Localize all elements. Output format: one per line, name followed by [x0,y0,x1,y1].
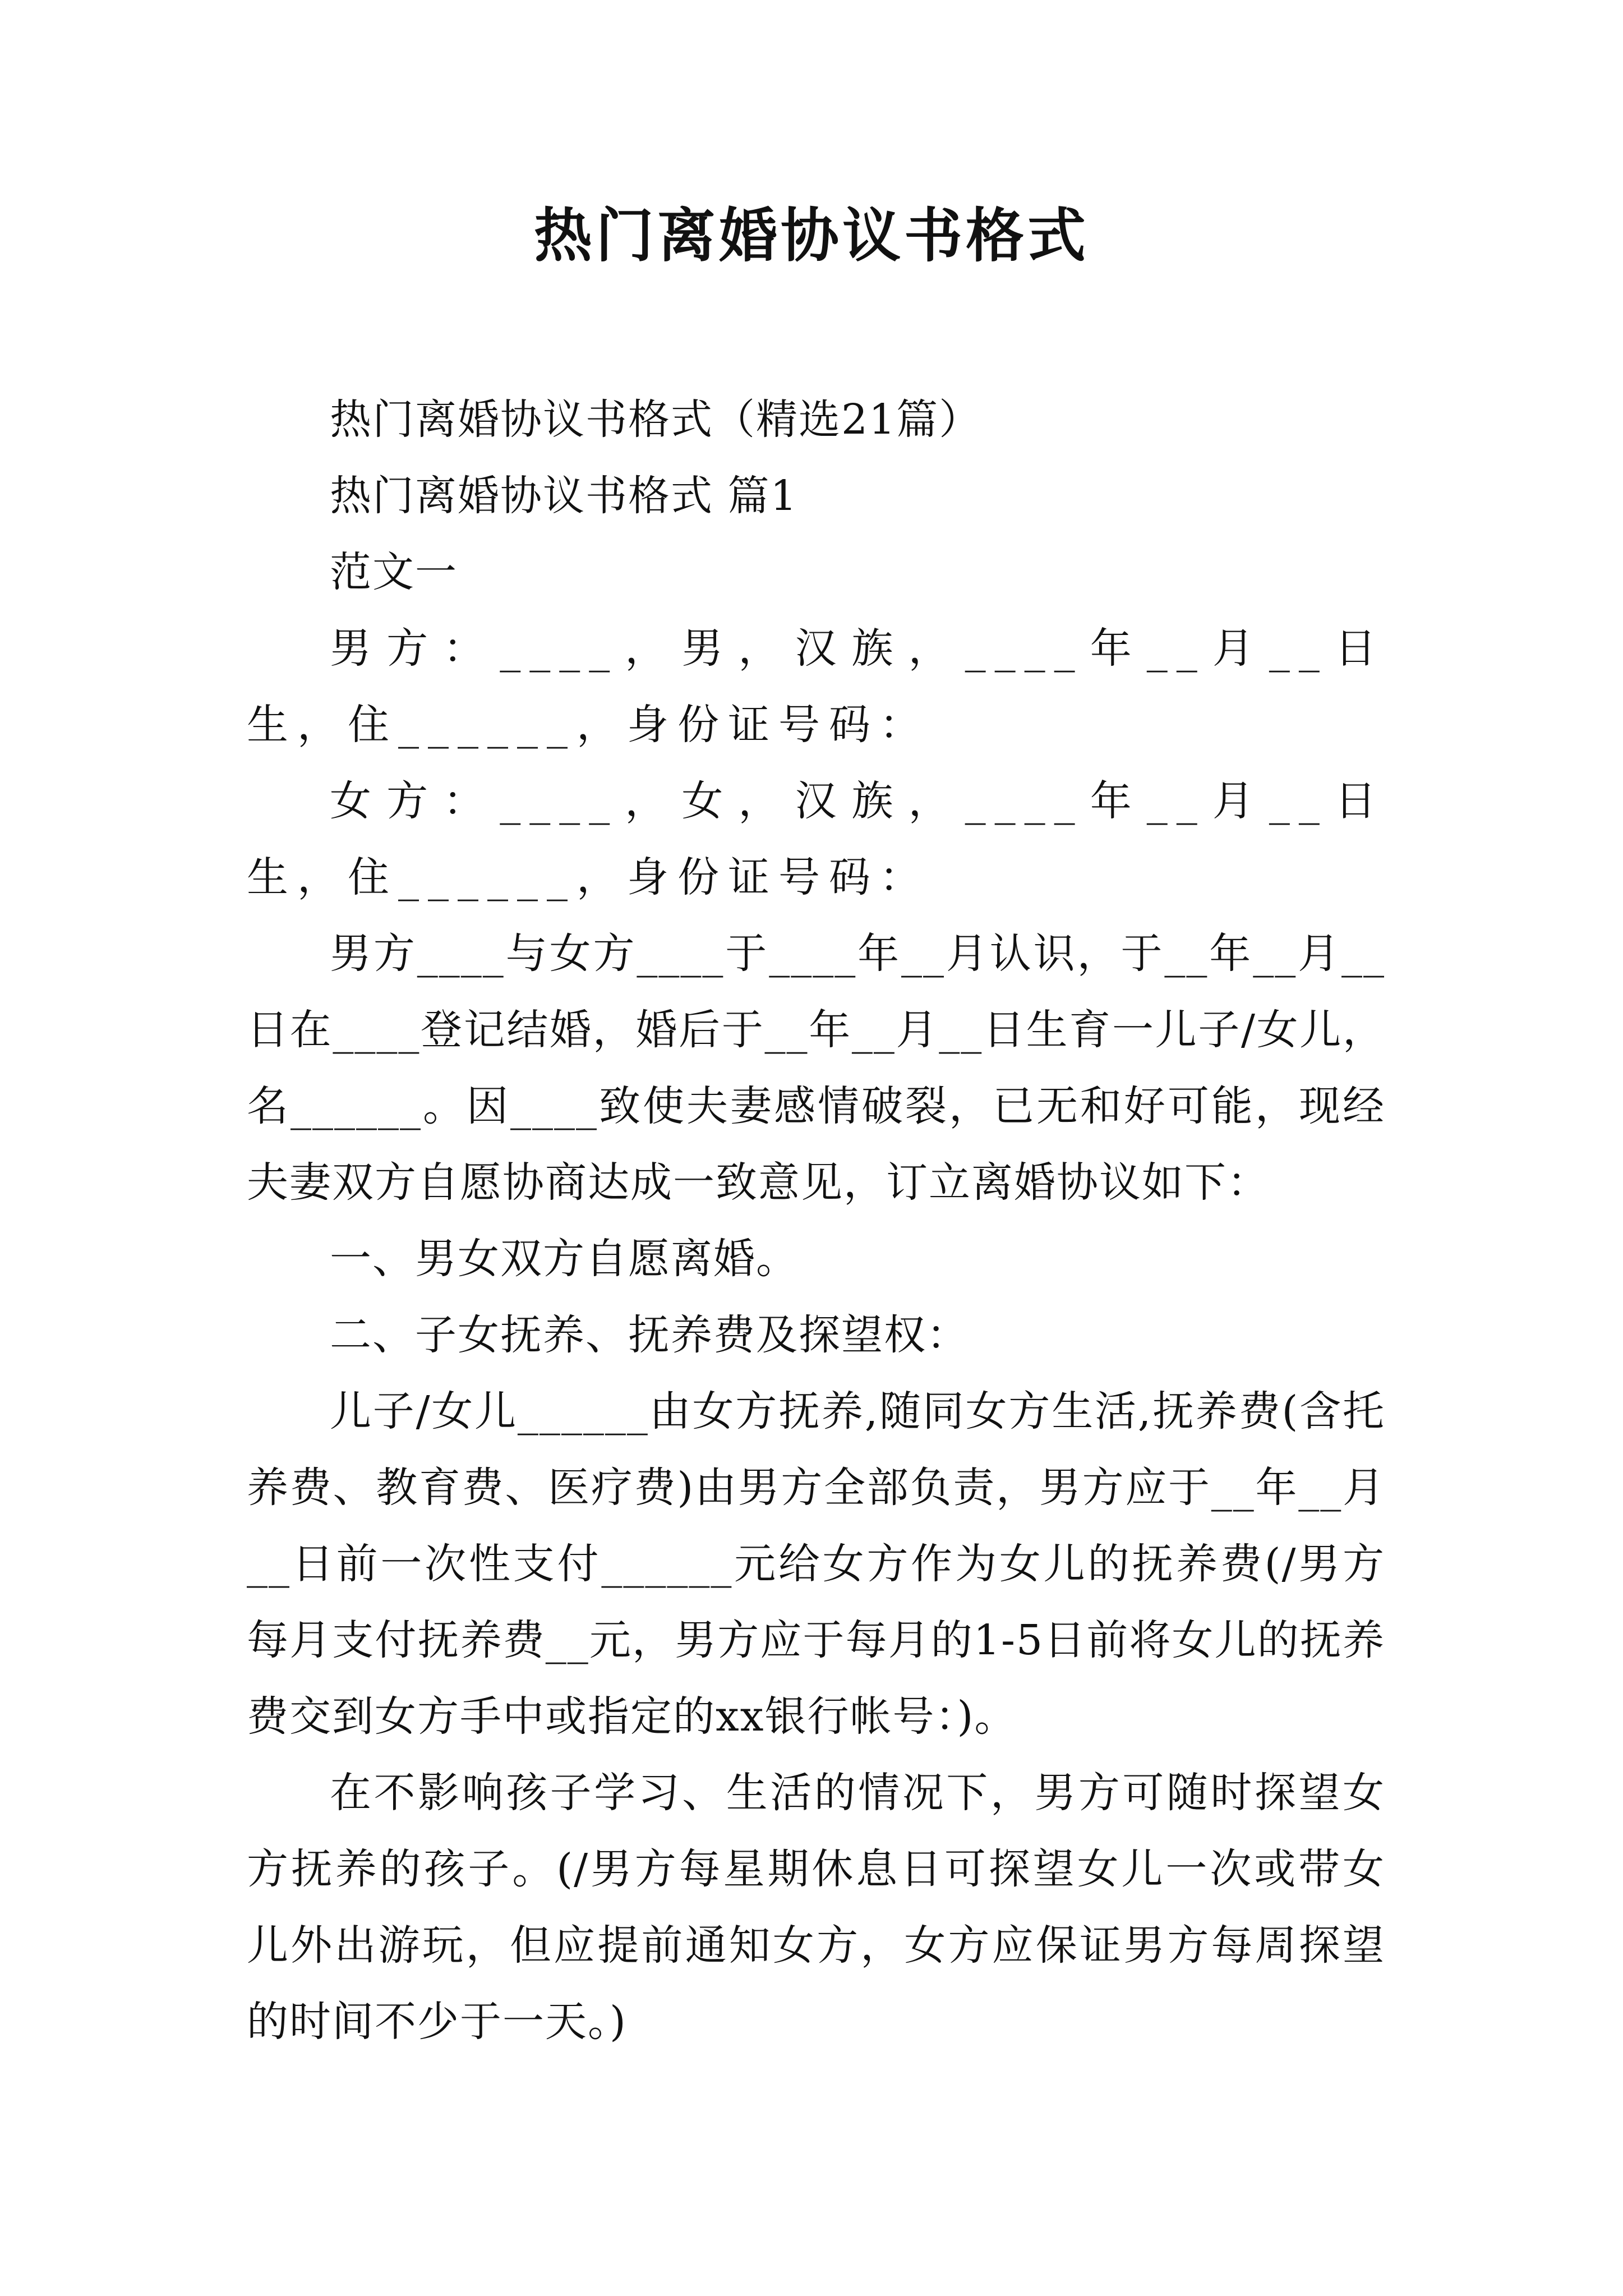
document-body [247,381,1385,2060]
clause-two-heading: 二、子女抚养、抚养费及探望权： [330,1311,969,1359]
child-support-paragraph: 儿子/女儿______由女方抚养,随同女方生活,抚养费(含托养费、教育费、医疗费)由男方全部负责，男方应于__年__月__日前一次性支付______元给女方作为女儿的抚养费(/男方每月支付抚养费__元，男方应于每月的1-5日前将女儿的抚养费交到女方手中或指定的xx银行帐号：)。 [247,1387,1385,1741]
wife-info-paragraph: 女方：____，女，汉族，____年__月__日生，住______，身份证号码： [247,777,1385,901]
subtitle-paragraph: 热门离婚协议书格式（精选21篇） [330,395,982,444]
clause-one-paragraph: 一、男女双方自愿离婚。 [330,1235,799,1283]
marriage-background-paragraph: 男方____与女方____于____年__月认识，于__年__月__日在____登记结婚，婚后于__年__月__日生育一儿子/女儿，名______。因____致使夫妻感情破裂，已无和好可能，现经夫妻双方自愿协商达成一致意见，订立离婚协议如下： [247,930,1385,1207]
document-title: 热门离婚协议书格式 [533,201,1089,270]
section-heading: 热门离婚协议书格式 篇1 [330,472,798,520]
visitation-paragraph: 在不影响孩子学习、生活的情况下，男方可随时探望女方抚养的孩子。(/男方每星期休息日可探望女儿一次或带女儿外出游玩，但应提前通知女方，女方应保证男方每周探望的时间不少于一天。) [247,1769,1385,2046]
sample-heading: 范文一 [330,548,458,596]
husband-info-paragraph: 男方：____，男，汉族，____年__月__日生，住______，身份证号码： [247,624,1385,749]
